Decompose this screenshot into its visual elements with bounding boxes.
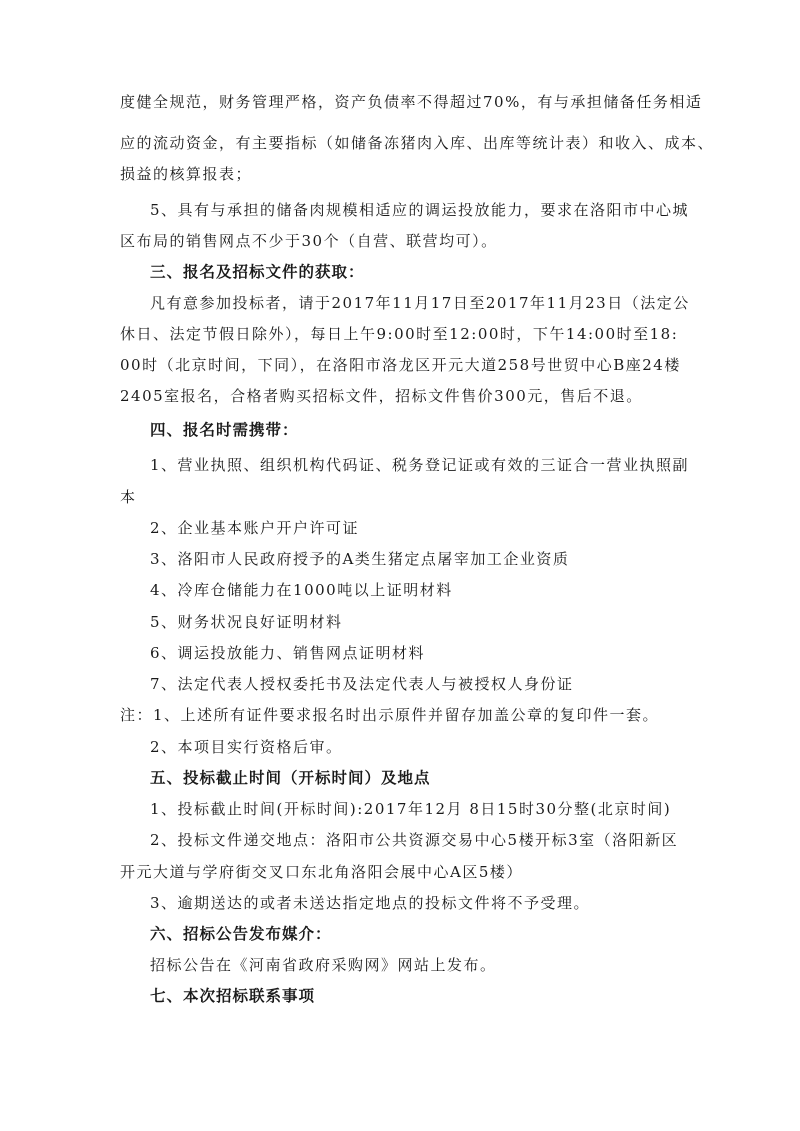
body-line: 损益的核算报表； bbox=[120, 165, 253, 183]
body-line: 凡有意参加投标者，请于2017年11月17日至2017年11月23日（法定公 bbox=[150, 294, 690, 312]
body-line: 区布局的销售网点不少于30个（自营、联营均可）。 bbox=[120, 232, 498, 250]
body-line: 00时（北京时间，下同），在洛阳市洛龙区开元大道258号世贸中心B座24楼 bbox=[120, 356, 681, 374]
body-line: 2、投标文件递交地点：洛阳市公共资源交易中心5楼开标3室（洛阳新区 bbox=[150, 831, 679, 849]
body-line: 1、投标截止时间(开标时间):2017年12月 8日15时30分整(北京时间) bbox=[150, 800, 672, 818]
body-line: 6、调运投放能力、销售网点证明材料 bbox=[150, 644, 426, 662]
body-line: 应的流动资金，有主要指标（如储备冻猪肉入库、出库等统计表）和收入、成本、 bbox=[120, 134, 715, 152]
body-line: 4、冷库仓储能力在1000吨以上证明材料 bbox=[150, 581, 453, 599]
body-line: 5、具有与承担的储备肉规模相适应的调运投放能力，要求在洛阳市中心城 bbox=[150, 201, 690, 219]
body-line: 开元大道与学府街交叉口东北角洛阳会展中心A区5楼） bbox=[120, 863, 523, 881]
body-line: 7、法定代表人授权委托书及法定代表人与被授权人身份证 bbox=[150, 675, 574, 693]
body-line: 3、洛阳市人民政府授予的A类生猪定点屠宰加工企业资质 bbox=[150, 550, 570, 568]
note-line: 2、本项目实行资格后审。 bbox=[150, 738, 343, 756]
body-line: 招标公告在《河南省政府采购网》网站上发布。 bbox=[150, 956, 497, 974]
body-line: 本 bbox=[120, 488, 137, 506]
body-line: 休日、法定节假日除外），每日上午9:00时至12:00时，下午14:00时至18: bbox=[120, 325, 679, 343]
section-heading: 四、报名时需携带： bbox=[150, 421, 299, 439]
section-heading: 五、投标截止时间（开标时间）及地点 bbox=[150, 769, 431, 787]
body-line: 1、营业执照、组织机构代码证、税务登记证或有效的三证合一营业执照副 bbox=[150, 456, 690, 474]
section-heading: 六、招标公告发布媒介： bbox=[150, 925, 332, 943]
body-line: 5、财务状况良好证明材料 bbox=[150, 613, 343, 631]
section-heading: 七、本次招标联系事项 bbox=[150, 987, 316, 1005]
body-line: 2405室报名，合格者购买招标文件，招标文件售价300元，售后不退。 bbox=[120, 387, 643, 405]
body-line: 3、逾期送达的或者未送达指定地点的投标文件将不予受理。 bbox=[150, 894, 591, 912]
note-line: 注：1、上述所有证件要求报名时出示原件并留存加盖公章的复印件一套。 bbox=[120, 706, 660, 724]
body-line: 2、企业基本账户开户许可证 bbox=[150, 519, 360, 537]
section-heading: 三、报名及招标文件的获取： bbox=[150, 263, 365, 281]
body-line: 度健全规范，财务管理严格，资产负债率不得超过70%，有与承担储备任务相适 bbox=[120, 93, 703, 111]
